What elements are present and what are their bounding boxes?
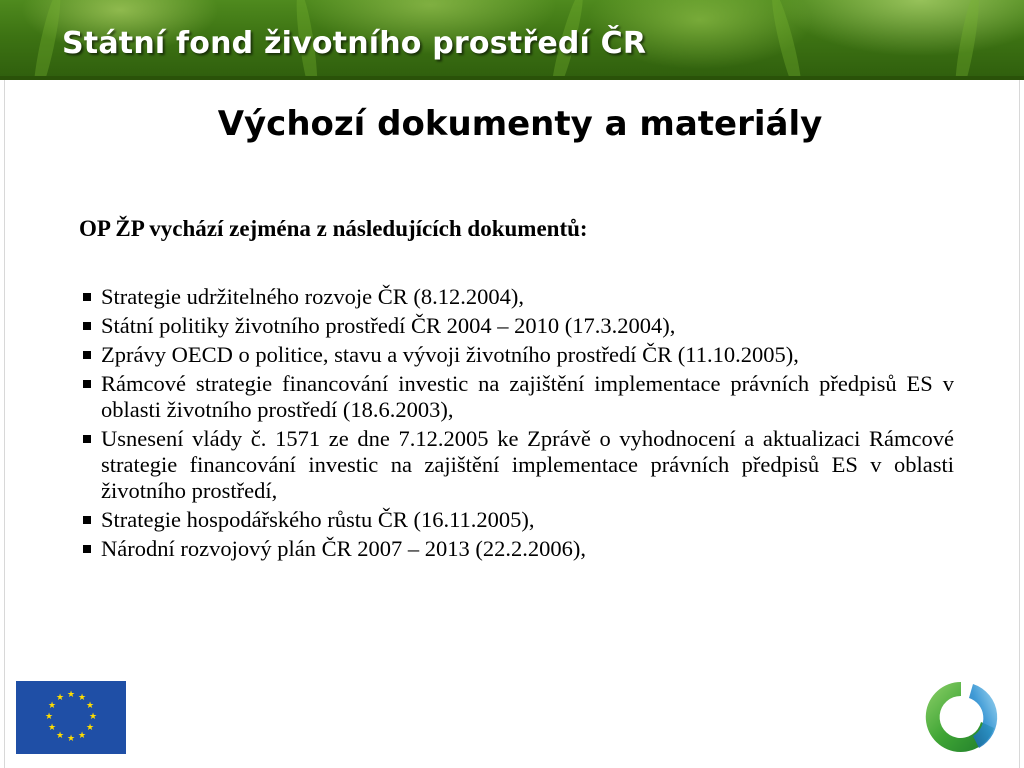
grass-decoration	[951, 0, 984, 80]
bullet-item	[80, 284, 954, 310]
bullet-square-icon	[83, 322, 91, 330]
slide-subheading: OP ŽP vychází zejména z následujících dokumentů:	[79, 216, 588, 241]
bullet-text: Usnesení vlády č. 1571 ze dne 7.12.2005 ke Zprávě o vyhodnocení a aktualizaci Rámcové strategie financování investic na zajištění implementace právních předpisů ES v oblasti životního prostředí,	[101, 426, 954, 503]
bullet-square-icon	[83, 351, 91, 359]
eu-flag-icon	[16, 681, 126, 754]
svg-text:★: ★	[77, 731, 87, 741]
bullet-square-icon	[83, 380, 91, 388]
bullet-text: Rámcové strategie financování investic na zajištění implementace právních předpisů ES v oblasti životního prostředí (18.6.2003),	[101, 371, 954, 422]
svg-text:★: ★	[47, 723, 57, 733]
svg-text:★: ★	[66, 690, 76, 700]
svg-text:★: ★	[88, 712, 98, 722]
bullet-text: Státní politiky životního prostředí ČR 2004 – 2010 (17.3.2004),	[101, 313, 676, 338]
grass-decoration	[767, 0, 807, 80]
svg-text:★: ★	[85, 723, 95, 733]
bullet-text: Zprávy OECD o politice, stavu a vývoji životního prostředí ČR (11.10.2005),	[101, 342, 799, 367]
svg-text:★: ★	[85, 701, 95, 711]
header-banner	[0, 0, 1024, 80]
bullet-item	[80, 426, 954, 504]
bullet-item	[80, 313, 954, 339]
bullet-item	[80, 342, 954, 368]
slide-title: Výchozí dokumenty a materiály	[217, 104, 823, 144]
svg-text:★: ★	[55, 693, 65, 703]
svg-text:★: ★	[66, 734, 76, 744]
bullet-square-icon	[83, 545, 91, 553]
bullet-item	[80, 536, 954, 562]
left-border-line	[4, 80, 5, 768]
bullet-text: Strategie udržitelného rozvoje ČR (8.12.2004),	[101, 284, 525, 309]
sfzp-ring-logo-icon	[921, 676, 1001, 758]
bullet-square-icon	[83, 293, 91, 301]
header-title: Státní fond životního prostředí ČR	[62, 26, 647, 61]
eu-stars	[16, 681, 126, 754]
bullet-square-icon	[83, 516, 91, 524]
bullet-list	[80, 284, 954, 565]
bullet-text: Strategie hospodářského růstu ČR (16.11.2005),	[101, 507, 535, 532]
svg-text:★: ★	[77, 693, 87, 703]
grass-decoration	[29, 0, 66, 80]
bullet-text: Národní rozvojový plán ČR 2007 – 2013 (22.2.2006),	[101, 536, 586, 561]
svg-text:★: ★	[44, 712, 54, 722]
svg-text:★: ★	[55, 731, 65, 741]
bullet-item	[80, 507, 954, 533]
bullet-square-icon	[83, 435, 91, 443]
right-border-line	[1019, 80, 1020, 768]
bullet-item	[80, 371, 954, 423]
svg-text:★: ★	[47, 701, 57, 711]
